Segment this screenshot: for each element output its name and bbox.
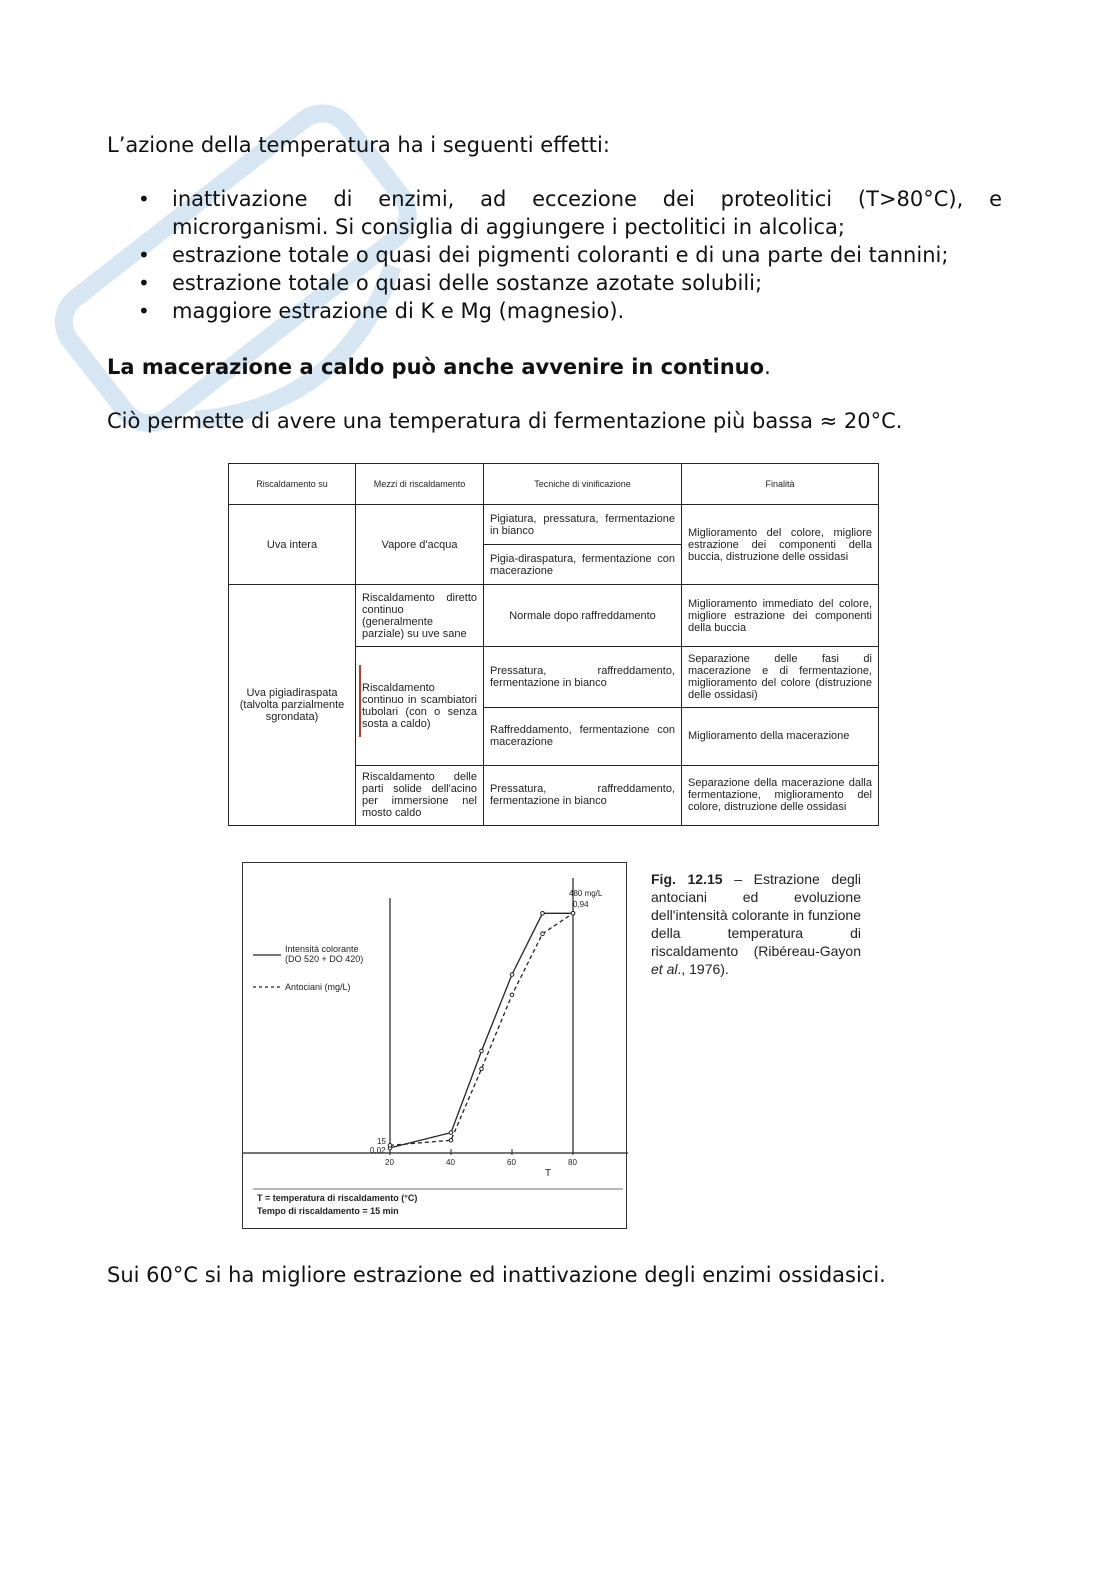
- legend-dashed-label: Antociani (mg/L): [285, 982, 351, 992]
- bold-statement-text: La macerazione a caldo può anche avvenire in continuo: [107, 355, 765, 379]
- list-item: • estrazione totale o quasi delle sostanze azotate solubili;: [172, 269, 1002, 297]
- table-cell: Pigia-diraspatura, fermentazione con macerazione: [484, 545, 682, 585]
- heating-table: [228, 463, 878, 826]
- table-cell: Riscaldamento delle parti solide dell'acino per immersione nel mosto caldo: [356, 765, 484, 825]
- table-row: [229, 585, 879, 647]
- table-cell: Uva intera: [229, 505, 356, 585]
- caption-text-end: ., 1976).: [677, 961, 729, 977]
- data-point: [510, 973, 514, 977]
- table-header: Mezzi di riscaldamento: [356, 464, 484, 505]
- table-header-row: [229, 464, 879, 505]
- legend-solid-label: Intensità colorante: [285, 944, 359, 954]
- closing-paragraph: Sui 60°C si ha migliore estrazione ed inattivazione degli enzimi ossidasici.: [107, 1263, 886, 1287]
- table-cell: Normale dopo raffreddamento: [484, 585, 682, 647]
- intro-paragraph: L’azione della temperatura ha i seguenti effetti:: [107, 133, 610, 157]
- list-item: • estrazione totale o quasi dei pigmenti coloranti e di una parte dei tannini;: [172, 241, 1002, 269]
- figure-caption: [651, 870, 861, 978]
- footnote-temperature: T = temperatura di riscaldamento (°C): [257, 1193, 418, 1203]
- caption-dash: –: [722, 871, 754, 887]
- bold-statement: [107, 355, 771, 379]
- table-cell: Uva pigiadiraspata (talvolta parzialmente sgrondata): [229, 585, 356, 826]
- table-cell: Miglioramento immediato del colore, migliore estrazione dei componenti della buccia: [682, 585, 879, 647]
- effects-list: [172, 185, 1002, 325]
- list-item: • maggiore estrazione di K e Mg (magnesio).: [172, 297, 1002, 325]
- red-margin-mark: [359, 665, 361, 737]
- table-row: [229, 505, 879, 545]
- footnote-time: Tempo di riscaldamento = 15 min: [257, 1206, 399, 1216]
- caption-et-al: et al: [651, 961, 678, 977]
- bold-statement-period: .: [764, 355, 771, 379]
- legend-solid-label-2: (DO 520 + DO 420): [285, 954, 364, 964]
- label-top-do: 0,94: [573, 900, 589, 909]
- table-cell: Pigiatura, pressatura, fermentazione in bianco: [484, 505, 682, 545]
- x-tick-label: 40: [446, 1158, 455, 1167]
- label-low-do: 0,02: [370, 1146, 386, 1155]
- table-cell: Miglioramento del colore, migliore estrazione dei componenti della buccia, distruzione delle ossidasi: [682, 505, 879, 585]
- line-chart: [243, 863, 628, 1230]
- table-cell: Pressatura, raffreddamento, fermentazione in bianco: [484, 765, 682, 825]
- table-cell: Separazione delle fasi di macerazione e di fermentazione, miglioramento del colore (distruzione delle ossidasi): [682, 647, 879, 707]
- table-cell: Miglioramento della macerazione: [682, 707, 879, 765]
- table-header: Riscaldamento su: [229, 464, 356, 505]
- data-point: [449, 1138, 453, 1142]
- temperature-paragraph: Ciò permette di avere una temperatura di fermentazione più bassa ≈ 20°C.: [107, 409, 903, 433]
- data-point: [571, 912, 575, 916]
- series-line-anthocyanins: [390, 913, 573, 1145]
- table-header: Finalità: [682, 464, 879, 505]
- table-cell: Vapore d'acqua: [356, 505, 484, 585]
- label-top-mg: 480 mg/L: [569, 889, 603, 898]
- caption-text: Estrazione degli antociani ed evoluzione dell'intensità colorante in funzione della temperatura di riscaldamento (Ribéreau-Gayon: [651, 871, 861, 959]
- x-axis-title: T: [545, 1168, 552, 1179]
- table-cell: Riscaldamento diretto continuo (generalmente parziale) su uve sane: [356, 585, 484, 647]
- x-tick-label: 60: [507, 1158, 516, 1167]
- chart-figure: [242, 862, 627, 1229]
- series-line-intensity: [390, 913, 573, 1148]
- list-item: • inattivazione di enzimi, ad eccezione dei proteolitici (T>80°C), e microrganismi. Si consiglia di aggiungere i pectolitici in alcolica;: [172, 185, 1002, 241]
- data-point: [480, 1067, 484, 1071]
- table-header: Tecniche di vinificazione: [484, 464, 682, 505]
- table-cell: Riscaldamento continuo in scambiatori tubolari (con o senza sosta a caldo): [356, 647, 484, 765]
- data-point: [480, 1049, 484, 1053]
- x-tick-label: 80: [568, 1158, 577, 1167]
- label-low-mg: 15: [377, 1137, 386, 1146]
- data-point: [541, 912, 545, 916]
- table-cell: Pressatura, raffreddamento, fermentazione in bianco: [484, 647, 682, 707]
- figure-label: Fig. 12.15: [651, 871, 723, 887]
- data-point: [449, 1131, 453, 1135]
- x-tick-label: 20: [385, 1158, 394, 1167]
- data-point: [388, 1144, 392, 1148]
- data-point: [541, 932, 545, 936]
- data-point: [510, 993, 514, 997]
- table-cell: Raffreddamento, fermentazione con macerazione: [484, 707, 682, 765]
- table-cell: Separazione della macerazione dalla fermentazione, miglioramento del colore, distruzione delle ossidasi: [682, 765, 879, 825]
